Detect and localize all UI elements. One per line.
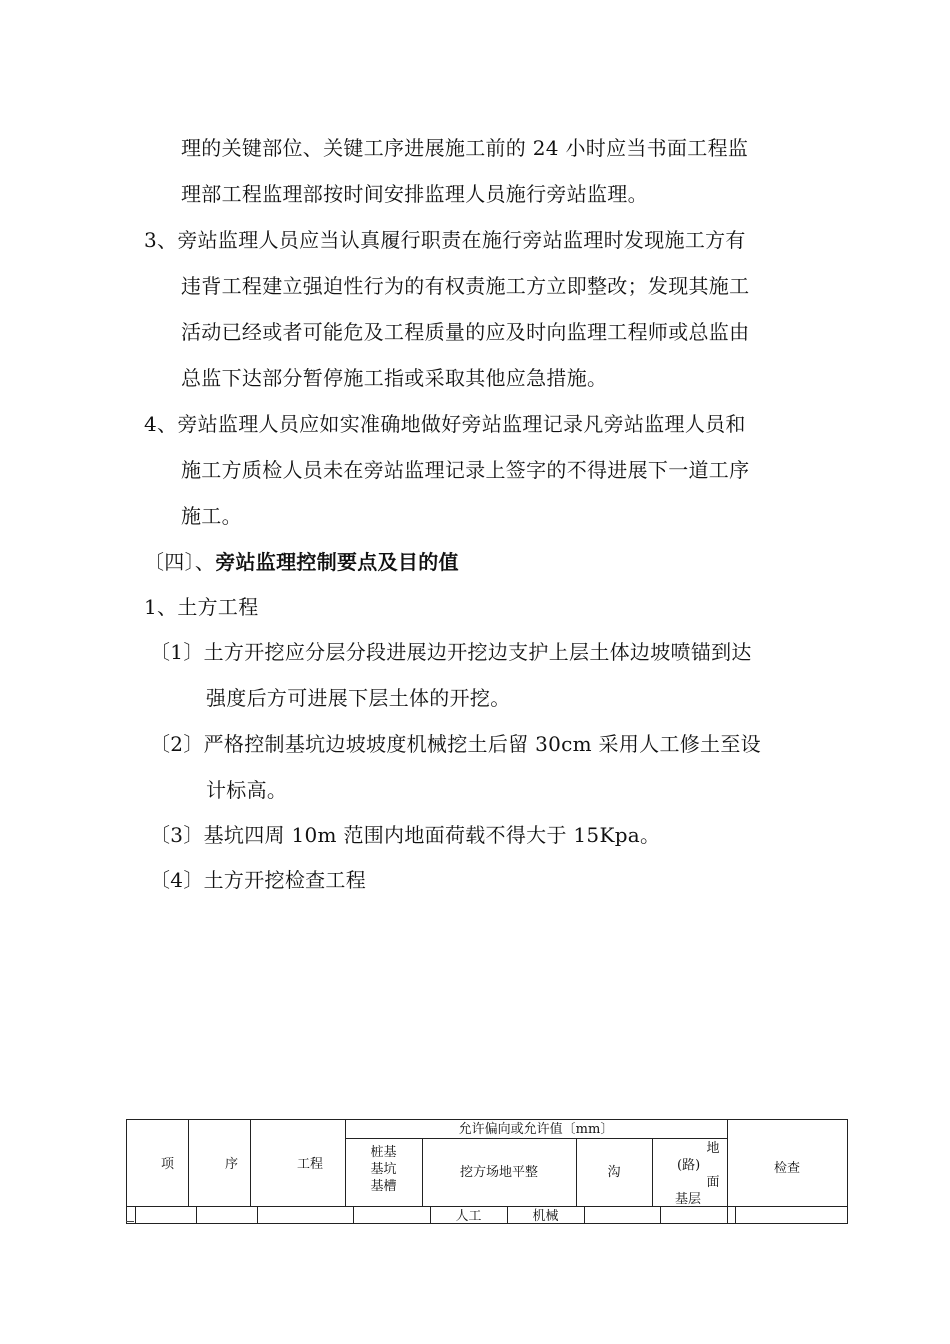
header-ground-line-2: (路) bbox=[677, 1158, 701, 1173]
section-prefix: 〔四〕、 bbox=[144, 550, 216, 574]
header-allowed-deviation: 允许偏向或允许值〔mm〕 bbox=[458, 1122, 614, 1137]
item-1-line-2: 强度后方可进展下层土体的开挖。 bbox=[206, 686, 511, 710]
paragraph-line-5: 活动已经或者可能危及工程质量的应及时向监理工程师或总监由 bbox=[181, 320, 750, 344]
header-check: 检查 bbox=[773, 1161, 800, 1176]
inspection-table bbox=[126, 1119, 848, 1224]
header-pile-line-1: 桩基 bbox=[370, 1145, 397, 1160]
item-3: 〔3〕基坑四周 10m 范围内地面荷载不得大于 15Kpa。 bbox=[150, 823, 661, 847]
item-1-line-1: 〔1〕土方开挖应分层分段进展边开挖边支护上层土体边坡喷锚到达 bbox=[150, 640, 752, 664]
header-ditch: 沟 bbox=[607, 1165, 621, 1180]
header-ground-line-4: 基层 bbox=[675, 1192, 702, 1207]
section-title: 旁站监理控制要点及目的值 bbox=[215, 550, 459, 574]
paragraph-line-1: 理的关键部位、关键工序进展施工前的 24 小时应当书面工程监 bbox=[181, 136, 749, 160]
header-project: 工程 bbox=[297, 1157, 324, 1172]
paragraph-line-4: 违背工程建立强迫性行为的有权责施工方立即整改；发现其施工 bbox=[181, 274, 750, 298]
header-seq: 序 bbox=[225, 1157, 239, 1172]
paragraph-line-7: 4、旁站监理人员应如实准确地做好旁站监理记录凡旁站监理人员和 bbox=[144, 412, 746, 436]
paragraph-line-9: 施工。 bbox=[181, 504, 242, 528]
item-2-line-2: 计标高。 bbox=[206, 778, 288, 802]
item-2-line-1: 〔2〕严格控制基坑边坡坡度机械挖土后留 30cm 采用人工修土至设 bbox=[150, 732, 761, 756]
header-item: 项 bbox=[161, 1157, 175, 1172]
paragraph-line-3: 3、旁站监理人员应当认真履行职责在施行旁站监理时发现施工方有 bbox=[144, 228, 746, 252]
paragraph-line-2: 理部工程监理部按时间安排监理人员施行旁站监理。 bbox=[181, 182, 648, 206]
header-ground-line-1: 地 bbox=[706, 1141, 720, 1156]
header-ground-line-3: 面 bbox=[706, 1175, 720, 1190]
section-heading bbox=[144, 548, 459, 576]
header-machine: 机械 bbox=[532, 1209, 559, 1224]
header-pile-foundation bbox=[345, 1144, 422, 1195]
table-edge-mark bbox=[126, 1221, 134, 1222]
header-manual: 人工 bbox=[455, 1209, 482, 1224]
header-site-leveling: 挖方场地平整 bbox=[459, 1165, 538, 1180]
header-pile-line-2: 基坑 bbox=[370, 1162, 397, 1177]
item-4: 〔4〕土方开挖检查工程 bbox=[150, 868, 367, 892]
sub-heading: 1、土方工程 bbox=[144, 595, 259, 619]
header-pile-line-3: 基槽 bbox=[370, 1179, 397, 1194]
paragraph-line-8: 施工方质检人员未在旁站监理记录上签字的不得进展下一道工序 bbox=[181, 458, 750, 482]
paragraph-line-6: 总监下达部分暂停施工指或采取其他应急措施。 bbox=[181, 366, 608, 390]
